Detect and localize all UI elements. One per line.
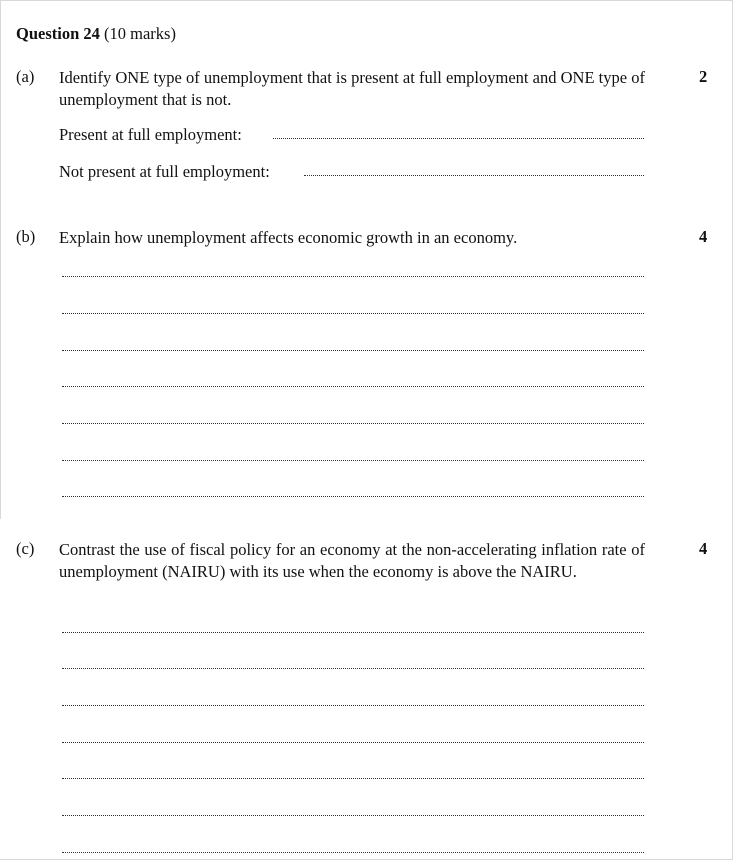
part-a-marks: 2 — [699, 67, 708, 86]
not-present-answer-line[interactable] — [304, 175, 644, 176]
answer-line-c-7[interactable] — [62, 852, 644, 853]
part-c-label: (c) — [16, 539, 35, 558]
answer-line-c-1[interactable] — [62, 632, 644, 633]
page-edge — [0, 1, 1, 519]
part-b-text: Explain how unemployment affects economic growth in an economy. — [59, 228, 518, 247]
answer-line-b-6[interactable] — [62, 460, 644, 461]
present-field-label: Present at full employment: — [59, 125, 242, 144]
answer-line-c-6[interactable] — [62, 815, 644, 816]
part-a-label: (a) — [16, 67, 35, 86]
part-a-text: Identify ONE type of unemployment that is present at full employment and ONE type of unemployment that is not. — [59, 68, 645, 109]
answer-line-c-3[interactable] — [62, 705, 644, 706]
part-b-label: (b) — [16, 227, 36, 246]
answer-line-c-5[interactable] — [62, 778, 644, 779]
answer-line-b-5[interactable] — [62, 423, 644, 424]
part-b-marks: 4 — [699, 227, 708, 246]
question-number: Question 24 — [16, 24, 100, 43]
answer-line-b-1[interactable] — [62, 276, 644, 277]
question-marks: (10 marks) — [104, 24, 176, 43]
part-c-text: Contrast the use of fiscal policy for an economy at the non-accelerating inflation rate of unemployment (NAIRU) with its use when the economy is above the NAIRU. — [59, 540, 645, 581]
answer-line-b-7[interactable] — [62, 496, 644, 497]
question-heading — [16, 24, 176, 44]
not-present-field-label: Not present at full employment: — [59, 162, 270, 181]
answer-line-c-2[interactable] — [62, 668, 644, 669]
answer-line-b-4[interactable] — [62, 386, 644, 387]
answer-line-c-4[interactable] — [62, 742, 644, 743]
present-answer-line[interactable] — [273, 138, 644, 139]
answer-line-b-2[interactable] — [62, 313, 644, 314]
part-c-marks: 4 — [699, 539, 708, 558]
answer-line-b-3[interactable] — [62, 350, 644, 351]
